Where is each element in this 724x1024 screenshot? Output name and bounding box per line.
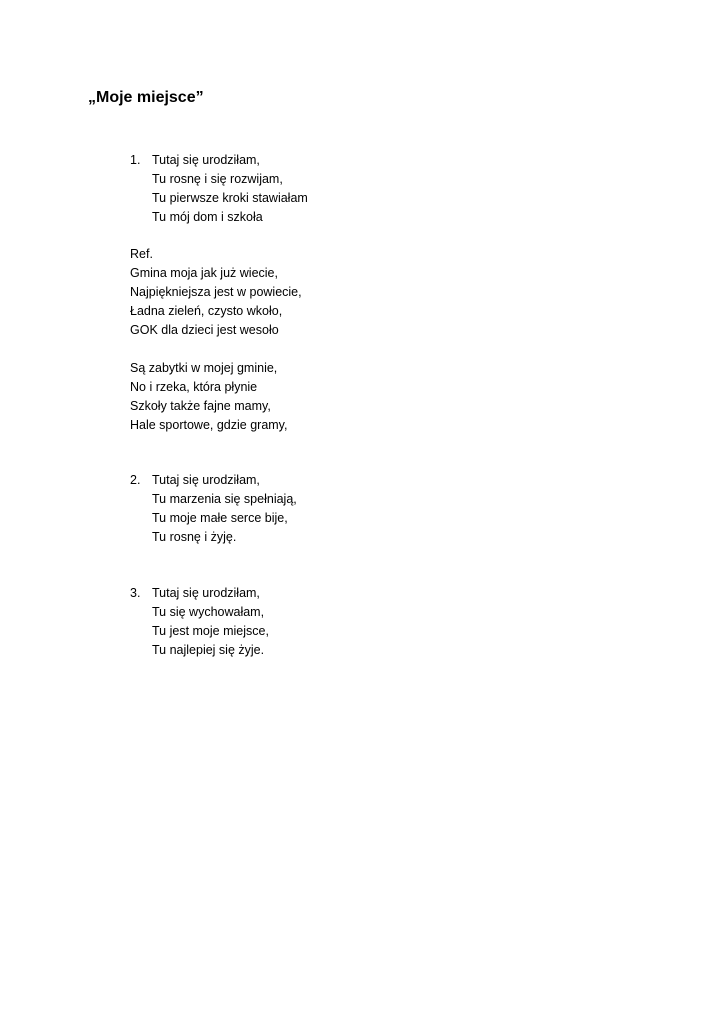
verse-line: Tutaj się urodziłam, [152, 153, 260, 167]
verse-3-first-line-wrap [130, 584, 269, 603]
verse-line: Tu marzenia się spełniają, [152, 492, 297, 506]
verse-line: Tutaj się urodziłam, [152, 586, 260, 600]
verse-line: Tu pierwsze kroki stawiałam [152, 191, 308, 205]
verse-1 [130, 151, 308, 227]
verse-3-number: 3. [130, 586, 141, 600]
verse-2-number: 2. [130, 473, 141, 487]
verse-line: Tu moje małe serce bije, [152, 511, 288, 525]
refrain-line: Są zabytki w mojej gminie, [130, 361, 278, 375]
verse-1-first-line-wrap [130, 151, 308, 170]
verse-line: Tu mój dom i szkoła [152, 210, 263, 224]
verse-2 [130, 471, 297, 547]
refrain-line: Hale sportowe, gdzie gramy, [130, 418, 288, 432]
refrain [130, 245, 302, 435]
refrain-line: Szkoły także fajne mamy, [130, 399, 271, 413]
verse-line: Tu rosnę i się rozwijam, [152, 172, 283, 186]
verse-line: Tu rosnę i żyję. [152, 530, 237, 544]
page-title: „Moje miejsce” [88, 89, 204, 106]
verse-line: Tu jest moje miejsce, [152, 624, 269, 638]
verse-line: Tutaj się urodziłam, [152, 473, 260, 487]
refrain-line: Ładna zieleń, czysto wkoło, [130, 304, 283, 318]
verse-line: Tu się wychowałam, [152, 605, 265, 619]
verse-1-number: 1. [130, 153, 141, 167]
refrain-label: Ref. [130, 247, 153, 261]
verse-2-first-line-wrap [130, 471, 297, 490]
verse-3 [130, 584, 269, 660]
refrain-blank-line [130, 340, 302, 359]
refrain-line: No i rzeka, która płynie [130, 380, 258, 394]
refrain-line: Gmina moja jak już wiecie, [130, 266, 278, 280]
verse-line: Tu najlepiej się żyje. [152, 643, 265, 657]
refrain-line: GOK dla dzieci jest wesoło [130, 323, 279, 337]
refrain-line: Najpiękniejsza jest w powiecie, [130, 285, 302, 299]
